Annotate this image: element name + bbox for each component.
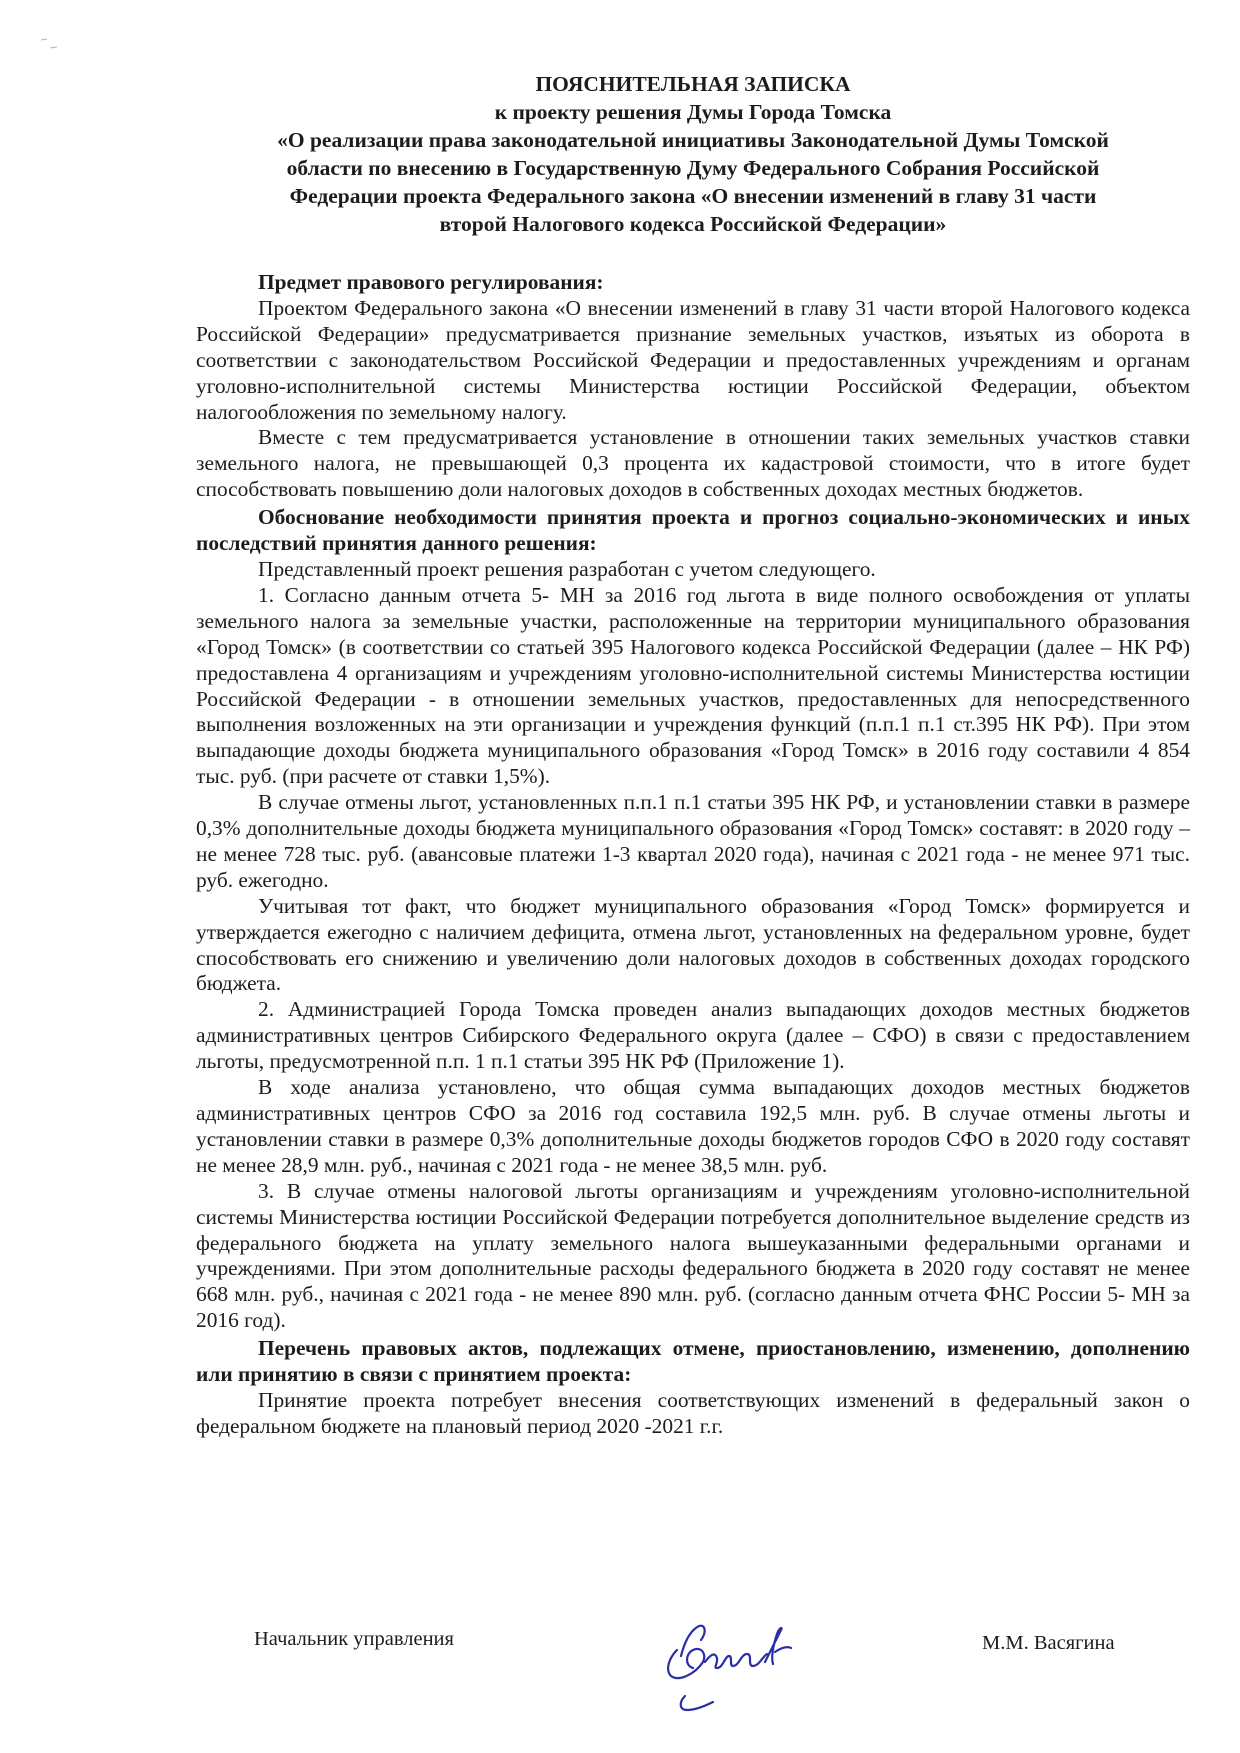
subject-line-2: области по внесению в Государственную Думу Федерального Собрания Российской	[286, 156, 1100, 180]
paragraph: Проектом Федерального закона «О внесении изменений в главу 31 части второй Налогового кодекса Российской Федерации» предусматривается признание земельных участков, изъятых из оборота в соответствии с законодательством Российской Федерации и предоставленных учреждениям и органам уголовно-исполнительной системы Министерства юстиции Российской Федерации, объектом налогообложения по земельному налогу.	[196, 295, 1190, 424]
paragraph: 3. В случае отмены налоговой льготы организациям и учреждениям уголовно-исполнительной системы Министерства юстиции Российской Федерации потребуется дополнительное выделение средств из федерального бюджета на уплату земельного налога вышеуказанными федеральными органами и учреждениями. При этом дополнительные расходы федерального бюджета в 2020 году составят не менее 668 млн. руб., начиная с 2021 года - не менее 890 млн. руб. (согласно данным отчета ФНС России 5- МН за 2016 год).	[196, 1178, 1190, 1333]
scan-mark-icon	[38, 34, 62, 54]
section-heading-acts: Перечень правовых актов, подлежащих отмене, приостановлению, изменению, дополнению или принятию в связи с принятием проекта:	[196, 1336, 1190, 1387]
paragraph: В ходе анализа установлено, что общая сумма выпадающих доходов местных бюджетов административных центров СФО за 2016 год составила 192,5 млн. руб. В случае отмены льготы и установлении ставки в размере 0,3% дополнительные доходы бюджетов городов СФО в 2020 году составят не менее 28,9 млн. руб., начиная с 2021 года - не менее 38,5 млн. руб.	[196, 1075, 1190, 1177]
paragraph: В случае отмены льгот, установленных п.п.1 п.1 статьи 395 НК РФ, и установлении ставки в размере 0,3% дополнительные доходы бюджета муниципального образования «Город Томск» составят: в 2020 году – не менее 728 тыс. руб. (авансовые платежи 1-3 квартал 2020 года), начиная с 2021 года - не менее 971 тыс. руб. ежегодно.	[196, 790, 1190, 892]
document-body	[196, 270, 1190, 1440]
paragraph: Принятие проекта потребует внесения соответствующих изменений в федеральный закон о федеральном бюджете на плановый период 2020 -2021 г.г.	[196, 1387, 1190, 1438]
paragraph: 2. Администрацией Города Томска проведен анализ выпадающих доходов местных бюджетов административных центров Сибирского Федерального округа (далее – СФО) в связи с предоставлением льготы, предусмотренной п.п. 1 п.1 статьи 395 НК РФ (Приложение 1).	[196, 997, 1190, 1074]
document-subtitle: к проекту решения Думы Города Томска	[494, 100, 892, 124]
subject-line-1: «О реализации права законодательной инициативы Законодательной Думы Томской	[277, 128, 1109, 152]
signatory-name: М.М. Васягина	[982, 1632, 1115, 1654]
paragraph: Представленный проект решения разработан с учетом следующего.	[258, 556, 876, 581]
paragraph: 1. Согласно данным отчета 5- МН за 2016 год льгота в виде полного освобождения от уплаты земельного налога за земельные участки, расположенные на территории муниципального образования «Город Томск» (в соответствии со статьей 395 Налогового кодекса Российской Федерации (далее – НК РФ) предоставлена 4 организациям и учреждениям уголовно-исполнительной системы Министерства юстиции Российской Федерации - в отношении земельных участков, предоставленных для непосредственного выполнения возложенных на эти организации и учреждения функций (п.п.1 п.1 ст.395 НК РФ). При этом выпадающие доходы бюджета муниципального образования «Город Томск» в 2016 году составили 4 854 тыс. руб. (при расчете от ставки 1,5%).	[196, 582, 1190, 789]
document-title: ПОЯСНИТЕЛЬНАЯ ЗАПИСКА	[535, 72, 851, 96]
section-heading-rationale: Обоснование необходимости принятия проекта и прогноз социально-экономических и иных последствий принятия данного решения:	[196, 505, 1190, 556]
handwritten-signature-icon	[655, 1610, 805, 1725]
paragraph: Учитывая тот факт, что бюджет муниципального образования «Город Томск» формируется и утверждается ежегодно с наличием дефицита, отмена льгот, установленных на федеральном уровне, будет способствовать его снижению и увеличению доли налоговых доходов в собственных доходах городского бюджета.	[196, 893, 1190, 996]
subject-line-4: второй Налогового кодекса Российской Федерации»	[439, 212, 947, 236]
section-heading-subject: Предмет правового регулирования:	[258, 270, 604, 294]
signature-block	[0, 1610, 1240, 1740]
signatory-position: Начальник управления	[254, 1628, 454, 1650]
paragraph: Вместе с тем предусматривается установление в отношении таких земельных участков ставки земельного налога, не превышающей 0,3 процента их кадастровой стоимости, что в итоге будет способствовать повышению доли налоговых доходов в собственных доходах местных бюджетов.	[196, 425, 1190, 502]
document-header	[196, 70, 1190, 238]
subject-line-3: Федерации проекта Федерального закона «О внесении изменений в главу 31 части	[289, 184, 1097, 208]
